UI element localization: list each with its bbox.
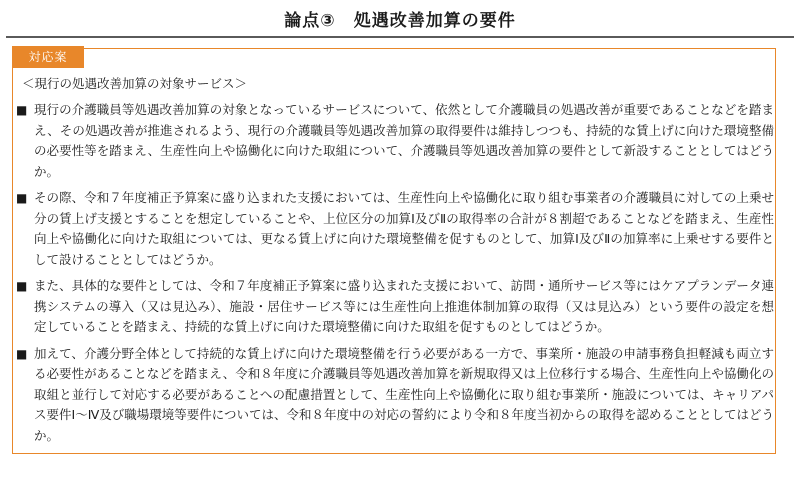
section-subheading: ＜現行の処遇改善加算の対象サービス＞ bbox=[22, 76, 248, 91]
list-item-text: 現行の介護職員等処遇改善加算の対象となっているサービスについて、依然として介護職員の処遇改善が重要であることなどを踏まえ、その処遇改善が推進されるよう、現行の介護職員等処遇改善加算の取得要件は維持しつつも、持続的な賃上げに向けた環境整備の必要性等を踏まえ、生産性向上や協働化に向けた取組について、介護職員等処遇改善加算の要件として新設することとしてはどうか。 bbox=[34, 102, 774, 179]
list-item bbox=[16, 276, 774, 338]
list-item bbox=[16, 344, 774, 447]
proposal-badge: 対応案 bbox=[12, 46, 84, 68]
title-divider bbox=[6, 36, 794, 38]
list-item bbox=[16, 188, 774, 270]
proposal-list bbox=[16, 100, 774, 452]
square-bullet-icon: ■ bbox=[16, 279, 28, 293]
list-item-text: その際、令和７年度補正予算案に盛り込まれた支援においては、生産性向上や協働化に取り組む事業者の介護職員に対しての上乗せ分の賃上げ支援とすることを想定していることや、上位区分の加算Ⅰ及びⅡの取得率の合計が８割超であることなどを踏まえ、生産性向上や協働化に向けた取組については、更なる賃上げに向けた環境整備を促すものとして、加算Ⅰ及びⅡの加算率に上乗せする要件として設けることとしてはどうか。 bbox=[34, 190, 774, 267]
square-bullet-icon: ■ bbox=[16, 191, 28, 205]
page-title: 論点③ 処遇改善加算の要件 bbox=[284, 11, 516, 31]
list-item-text: 加えて、介護分野全体として持続的な賃上げに向けた環境整備を行う必要がある一方で、事業所・施設の申請事務負担軽減も両立する必要性があることなどを踏まえ、令和８年度に介護職員等処遇改善加算を新規取得又は上位移行する場合、生産性向上や協働化の取組と並行して対応する必要があることへの配慮措置として、生産性向上や協働化に取り組む事業所・施設については、キャリアパス要件Ⅰ～Ⅳ及び職場環境等要件については、令和８年度中の対応の誓約により令和８年度当初からの取得を認めることとしてはどうか。 bbox=[34, 345, 774, 443]
square-bullet-icon: ■ bbox=[16, 103, 28, 117]
list-item bbox=[16, 100, 774, 182]
list-item-text: また、具体的な要件としては、令和７年度補正予算案に盛り込まれた支援において、訪問・通所サービス等にはケアプランデータ連携システムの導入（又は見込み）、施設・居住サービス等には生産性向上推進体制加算の取得（又は見込み）という要件の設定を想定していることを踏まえ、持続的な賃上げに向けた環境整備に向けた取組を促すものとしてはどうか。 bbox=[34, 278, 774, 334]
square-bullet-icon: ■ bbox=[16, 346, 28, 361]
